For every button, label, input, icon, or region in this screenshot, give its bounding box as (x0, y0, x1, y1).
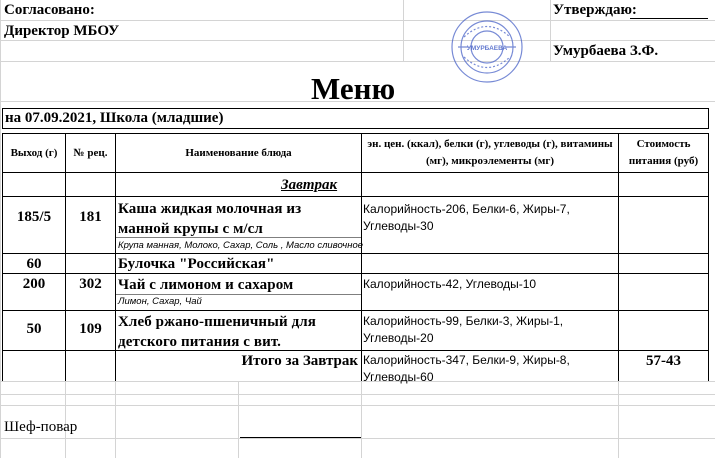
row-1-nutrition: Калорийность-206, Белки-6, Жиры-7, Углеводы-30 (363, 202, 570, 233)
total-nutrition: Калорийность-347, Белки-9, Жиры-8, Углеводы-60 (363, 353, 570, 384)
svg-text:УМУРБАЕВА: УМУРБАЕВА (466, 45, 508, 52)
date-line: на 07.09.2021, Школа (младшие) (5, 110, 224, 126)
column-header-output: Выход (г) (10, 146, 58, 159)
row-3-output: 200 (22, 276, 46, 292)
column-header-recipe: № рец. (73, 146, 108, 159)
row-2-dish-name: Булочка "Российская" (118, 256, 275, 272)
confirm-label: Утверждаю: (553, 2, 637, 18)
row-4-nutrition: Калорийность-99, Белки-3, Жиры-1, Углеводы-20 (363, 314, 564, 345)
total-label: Итого за Завтрак (241, 353, 358, 369)
column-header-cost: Стоимость питания (руб) (628, 138, 699, 167)
row-3-dish-name: Чай с лимоном и сахаром (118, 277, 294, 293)
total-cost: 57-43 (646, 353, 681, 369)
director-label: Директор МБОУ (4, 23, 120, 39)
row-4-dish-name: Хлеб ржано-пшеничный для детского питания с вит. (118, 314, 316, 350)
row-2-output: 60 (26, 256, 42, 272)
confirm-signature-line (630, 18, 708, 19)
page-title: Меню (311, 71, 396, 106)
row-1-recipe: 181 (79, 209, 102, 225)
row-3-nutrition: Калорийность-42, Углеводы-10 (363, 277, 537, 291)
row-1-dish-name: Каша жидкая молочная из манной крупы с м/сл (118, 201, 302, 237)
confirm-signer: Умурбаева З.Ф. (553, 43, 659, 59)
column-header-nutrition: эн. цен. (ккал), белки (г), углеводы (г), витамины (мг), микроэлементы (мг) (367, 138, 613, 167)
column-header-dish-name: Наименование блюда (185, 146, 292, 159)
row-4-output: 50 (26, 321, 42, 337)
school-stamp (450, 10, 524, 84)
row-1-output: 185/5 (16, 209, 52, 225)
row-3-ingredients: Лимон, Сахар, Чай (118, 296, 202, 307)
row-1-ingredients: Крупа манная, Молоко, Сахар, Соль , Масло сливочное (118, 240, 364, 251)
row-4-recipe: 109 (79, 321, 102, 337)
meal-name: Завтрак (281, 177, 338, 193)
chef-label: Шеф-повар (4, 419, 78, 435)
row-3-recipe: 302 (79, 276, 102, 292)
approved-label: Согласовано: (4, 2, 95, 18)
